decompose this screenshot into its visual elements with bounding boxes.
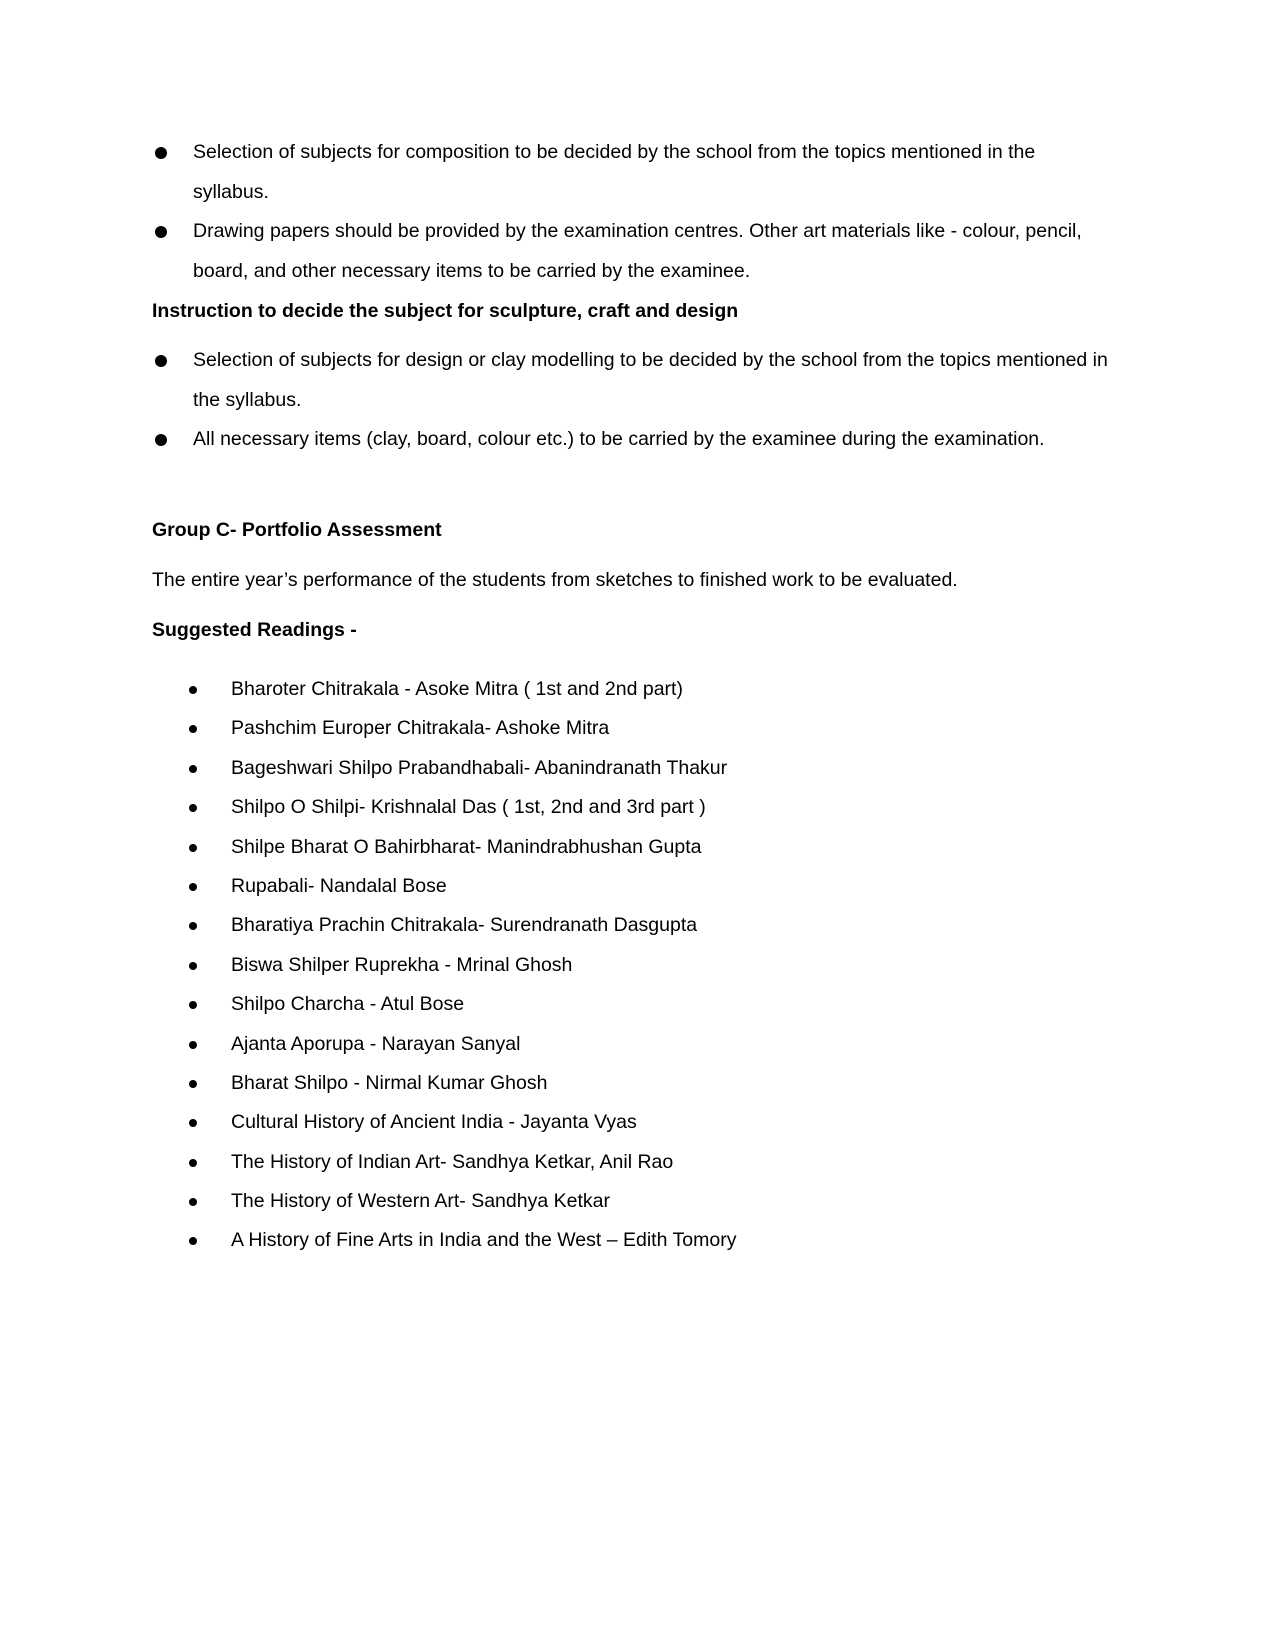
- bullet-text: Drawing papers should be provided by the examination centres. Other art materials like - colour, pencil, board, and other necessary items to be carried by the examinee.: [193, 220, 1082, 282]
- reading-title: A History of Fine Arts in India and the West – Edith Tomory: [231, 1229, 737, 1252]
- reading-title: Cultural History of Ancient India - Jayanta Vyas: [231, 1111, 637, 1134]
- reading-title: Biswa Shilper Ruprekha - Mrinal Ghosh: [231, 953, 573, 976]
- reading-title: Bharatiya Prachin Chitrakala- Surendranath Dasgupta: [231, 914, 698, 937]
- reading-title: The History of Western Art- Sandhya Ketkar: [231, 1190, 610, 1213]
- list-item: [152, 670, 1052, 709]
- bullet-icon: [189, 1001, 197, 1009]
- bullet-icon: [155, 226, 167, 238]
- group-c-heading: Group C- Portfolio Assessment: [152, 519, 442, 541]
- reading-title: Rupabali- Nandalal Bose: [231, 874, 447, 897]
- list-item: [152, 420, 1112, 460]
- list-item: [152, 341, 1112, 420]
- reading-title: Shilpo O Shilpi- Krishnalal Das ( 1st, 2nd and 3rd part ): [231, 796, 706, 819]
- sculpture-instructions: [152, 341, 1112, 460]
- bullet-icon: [189, 1119, 197, 1127]
- bullet-icon: [189, 922, 197, 930]
- reading-title: Ajanta Aporupa - Narayan Sanyal: [231, 1032, 521, 1055]
- bullet-icon: [189, 804, 197, 812]
- bullet-icon: [189, 1041, 197, 1049]
- list-item: [152, 946, 1052, 985]
- bullet-icon: [189, 962, 197, 970]
- bullet-icon: [189, 725, 197, 733]
- bullet-icon: [189, 1237, 197, 1245]
- reading-title: Shilpe Bharat O Bahirbharat- Manindrabhushan Gupta: [231, 835, 702, 858]
- list-item: [152, 1025, 1052, 1064]
- list-item: [152, 828, 1052, 867]
- list-item: [152, 133, 1112, 212]
- bullet-icon: [155, 355, 167, 367]
- list-item: [152, 985, 1052, 1024]
- bullet-icon: [155, 147, 167, 159]
- bullet-icon: [189, 1159, 197, 1167]
- bullet-icon: [189, 1198, 197, 1206]
- list-item: [152, 867, 1052, 906]
- readings-heading: Suggested Readings -: [152, 619, 357, 641]
- bullet-icon: [155, 434, 167, 446]
- bullet-icon: [189, 686, 197, 694]
- bullet-text: All necessary items (clay, board, colour etc.) to be carried by the examinee during the examination.: [193, 428, 1045, 450]
- reading-title: The History of Indian Art- Sandhya Ketkar, Anil Rao: [231, 1150, 674, 1173]
- list-item: [152, 709, 1052, 748]
- list-item: [152, 788, 1052, 827]
- readings-list: [152, 670, 1052, 1261]
- bullet-icon: [189, 883, 197, 891]
- list-item: [152, 749, 1052, 788]
- list-item: [152, 212, 1112, 291]
- bullet-icon: [189, 1080, 197, 1088]
- bullet-text: Selection of subjects for composition to be decided by the school from the topics mentioned in the syllabus.: [193, 141, 1036, 203]
- reading-title: Bharoter Chitrakala - Asoke Mitra ( 1st and 2nd part): [231, 678, 683, 700]
- reading-title: Bharat Shilpo - Nirmal Kumar Ghosh: [231, 1071, 548, 1094]
- list-item: [152, 1182, 1052, 1221]
- list-item: [152, 1064, 1052, 1103]
- list-item: [152, 1143, 1052, 1182]
- list-item: [152, 1221, 1052, 1260]
- group-c-description: The entire year’s performance of the students from sketches to finished work to be evaluated.: [152, 569, 958, 591]
- sculpture-bullet-list: [152, 341, 1112, 460]
- bullet-text: Selection of subjects for design or clay modelling to be decided by the school from the topics mentioned in the syllabus.: [193, 349, 1108, 411]
- reading-title: Bageshwari Shilpo Prabandhabali- Abanindranath Thakur: [231, 756, 728, 779]
- composition-bullet-list: [152, 133, 1112, 291]
- bullet-icon: [189, 844, 197, 852]
- list-item: [152, 906, 1052, 945]
- reading-title: Shilpo Charcha - Atul Bose: [231, 993, 465, 1016]
- bullet-icon: [189, 765, 197, 773]
- list-item: [152, 1103, 1052, 1142]
- reading-title: Pashchim Europer Chitrakala- Ashoke Mitra: [231, 717, 610, 740]
- sculpture-heading: Instruction to decide the subject for sculpture, craft and design: [152, 300, 739, 322]
- composition-instructions: [152, 133, 1112, 291]
